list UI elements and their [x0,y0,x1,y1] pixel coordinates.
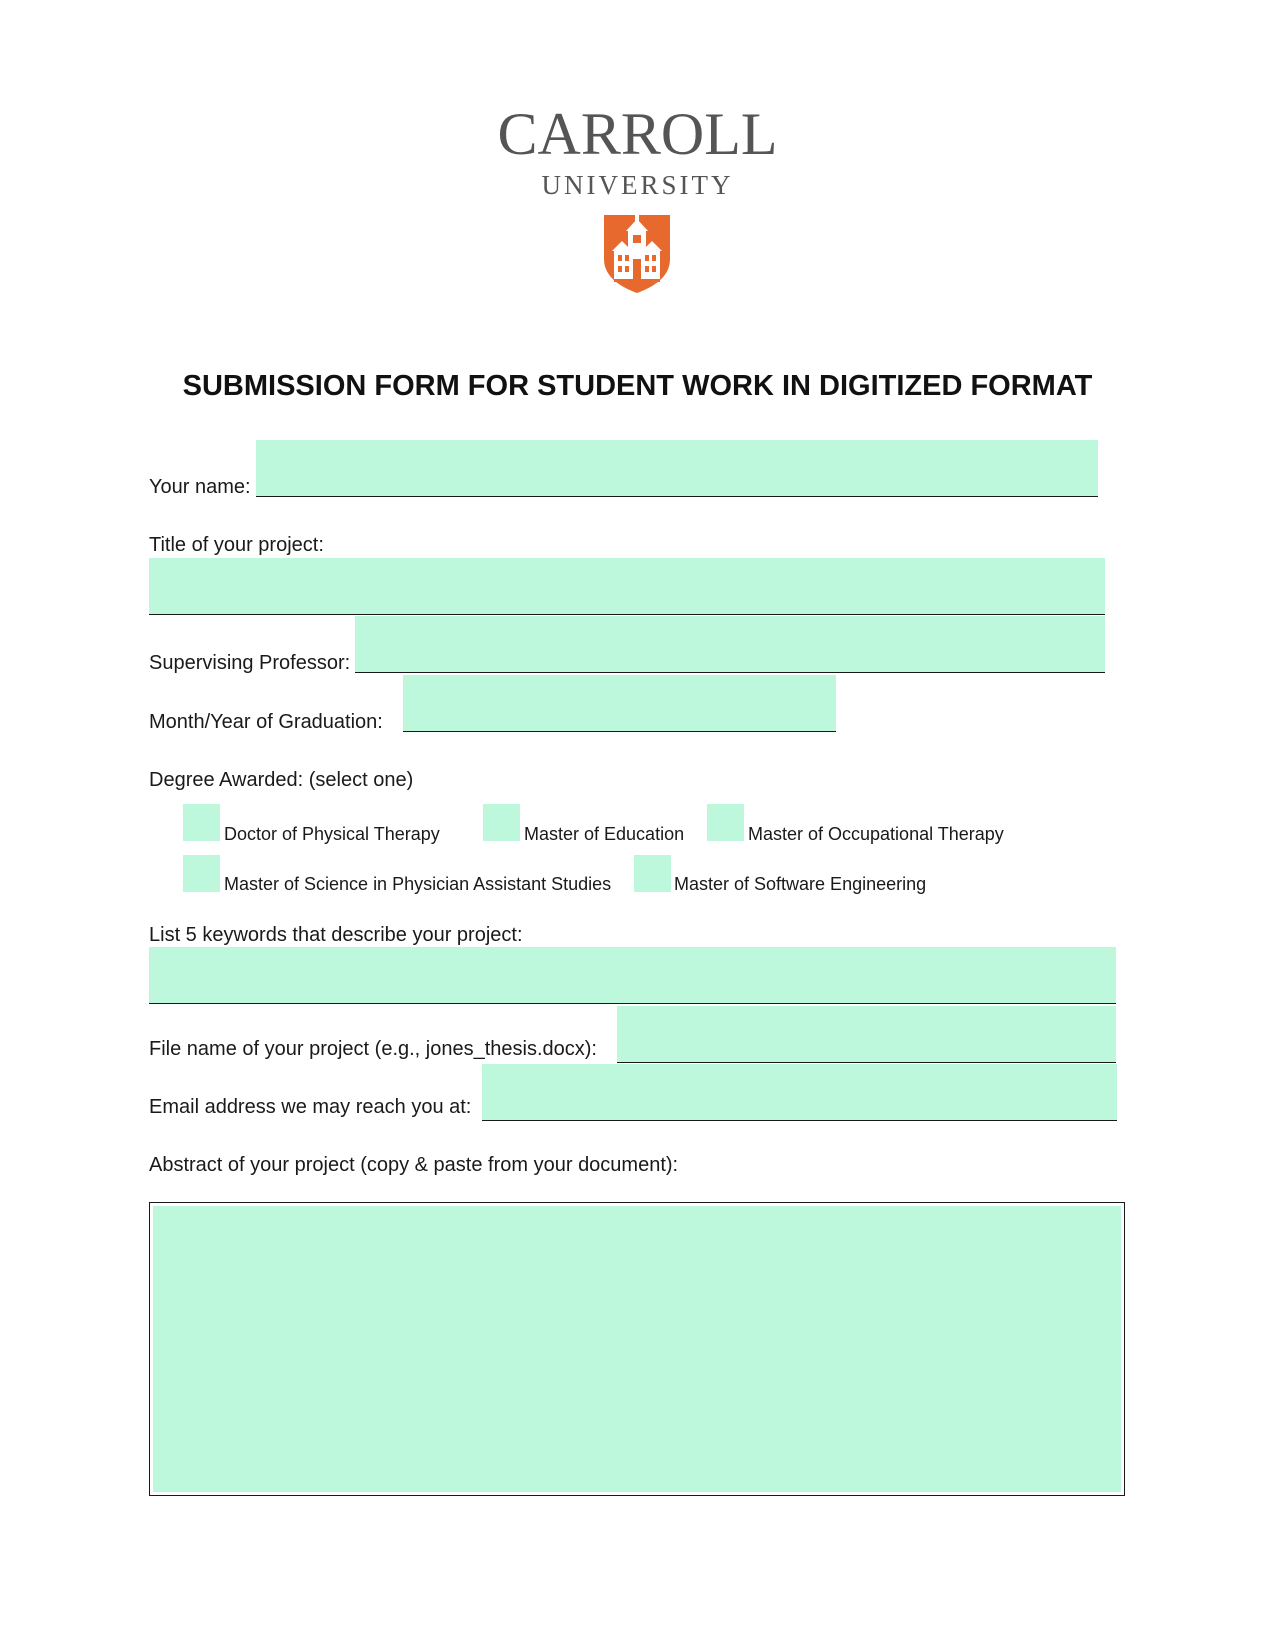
filename-input[interactable] [617,1004,1116,1063]
abstract-label: Abstract of your project (copy & paste from your document): [149,1154,679,1176]
graduation-label: Month/Year of Graduation: [149,711,383,733]
degree-checkbox-med[interactable] [483,804,520,841]
logo-university-wordmark: UNIVERSITY [541,170,734,200]
degree-label: Degree Awarded: (select one) [149,769,414,791]
degree-checkbox-mot[interactable] [707,804,744,841]
degree-option-mspas: Master of Science in Physician Assistant Studies [224,874,612,894]
professor-input[interactable] [355,614,1105,673]
abstract-textarea[interactable] [153,1206,1121,1492]
project-title-input[interactable] [149,556,1105,615]
filename-label: File name of your project (e.g., jones_thesis.docx): [149,1038,597,1060]
degree-option-med: Master of Education [524,824,685,844]
keywords-input[interactable] [149,945,1116,1004]
logo-carroll-wordmark: CARROLL [497,101,778,167]
college-hall-crest-icon [602,213,672,295]
professor-label: Supervising Professor: [149,652,351,674]
degree-option-dpt: Doctor of Physical Therapy [224,824,440,844]
degree-option-mse: Master of Software Engineering [674,874,927,894]
degree-checkbox-mspas[interactable] [183,855,220,892]
email-input[interactable] [482,1062,1117,1121]
name-label: Your name: [149,476,251,498]
form-title: SUBMISSION FORM FOR STUDENT WORK IN DIGITIZED FORMAT [182,370,1093,402]
name-input[interactable] [256,438,1098,497]
email-label: Email address we may reach you at: [149,1096,472,1118]
degree-option-mot: Master of Occupational Therapy [748,824,1004,844]
degree-checkbox-dpt[interactable] [183,804,220,841]
degree-checkbox-mse[interactable] [634,855,671,892]
project-title-label: Title of your project: [149,534,324,556]
keywords-label: List 5 keywords that describe your project: [149,924,523,946]
graduation-input[interactable] [403,673,836,732]
